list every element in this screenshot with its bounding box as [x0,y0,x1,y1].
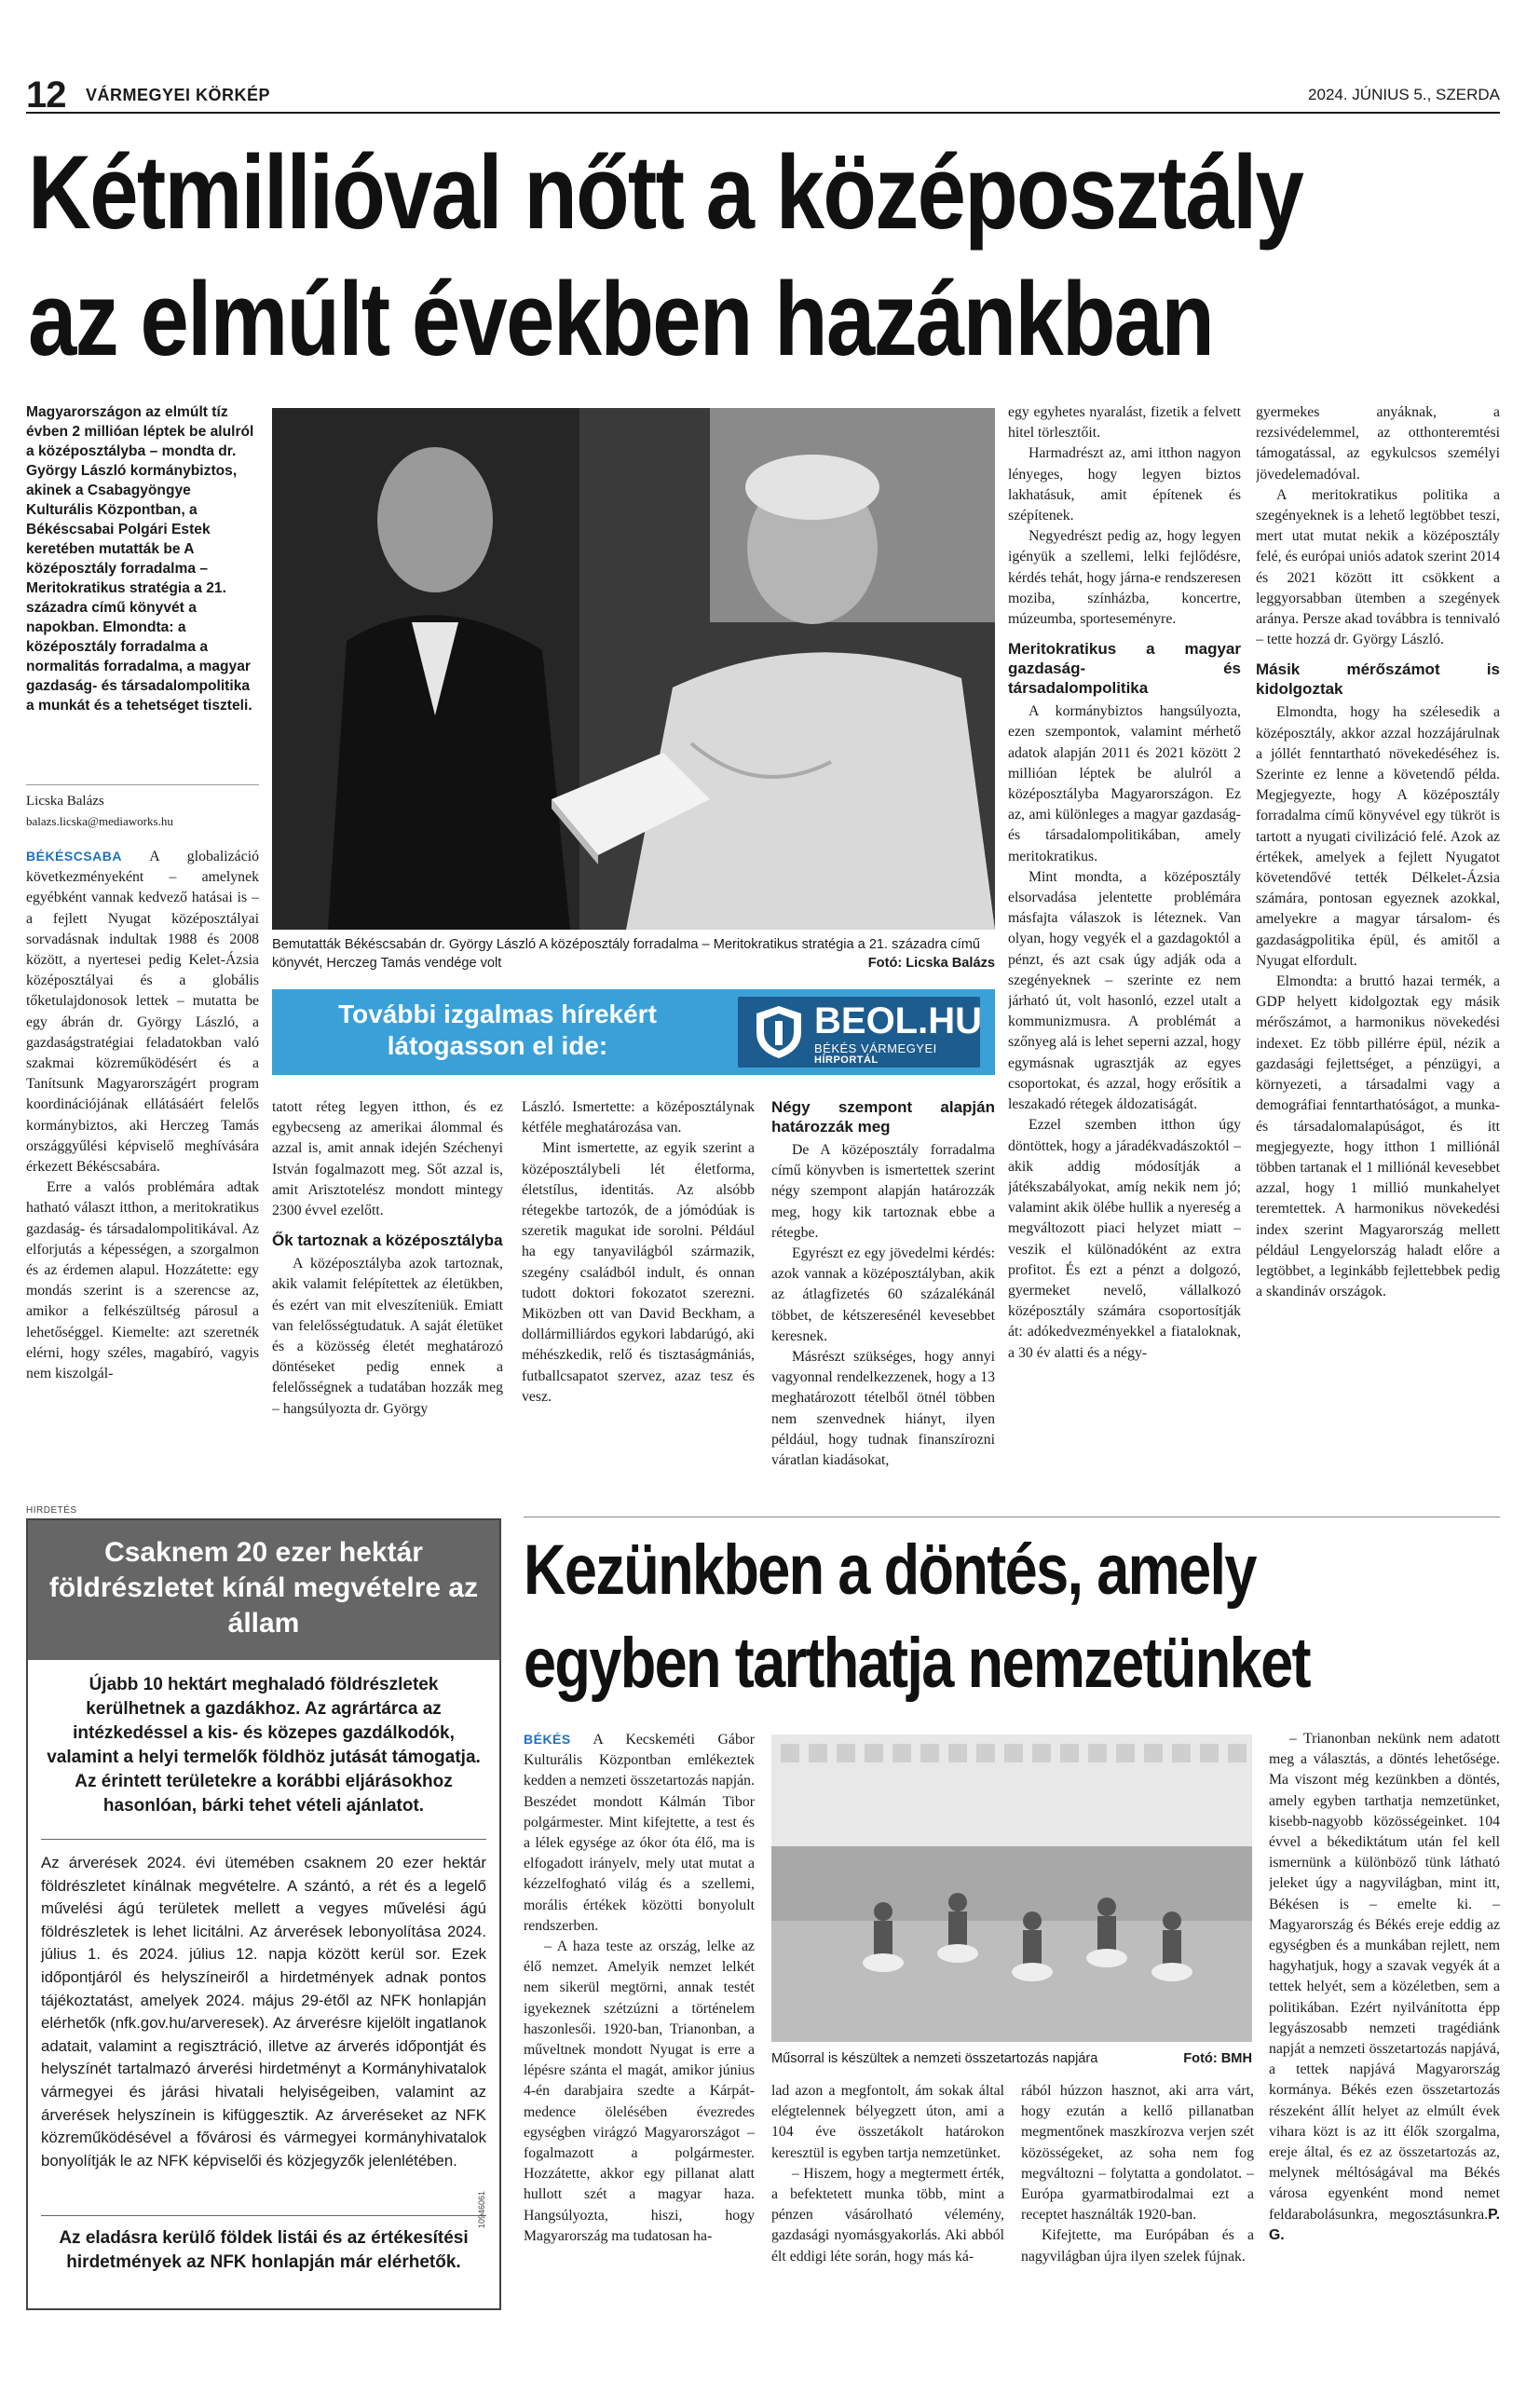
article2-column-4 [1269,1729,1500,2381]
ad-divider [41,2215,486,2216]
paragraph: Másrészt szükséges, hogy annyi vagyonnal rendelkezzenek, hogy a 13 meghatározott tételből ötnél többen nem szenvednek hiányt, ilyen például, hogy tudnak finanszírozni váratlan kiadásokat, [771,1349,995,1469]
beol-promo-banner[interactable] [272,989,995,1075]
paragraph: A kormánybiztos hangsúlyozta, ezen szempontok, valamint mérhető adatok alapján 2011 és 2021 között 2 millióan léptek be alulról a középosztályba Magyarországon. Ez az, ami különleges a magyar gazdaság- és társadalompolitikában, amely meritokratikus. [1008,703,1241,864]
byline-divider [26,784,259,785]
paragraph: Egyrészt ez egy jövedelmi kérdés: azok vannak a középosztályban, akik az átlagfizetés 60 százalékánál többet, de kétszeresénél kevesebbet keresnek. [771,1245,995,1344]
signature: P. G. [1269,2206,1500,2243]
photo-dancers-icon [771,1735,1252,2042]
paragraph: rából húzzon hasznot, aki arra várt, hogy ezután a kellő pillanatban megmentőnek maszkírozva verjen szét közösségeket, az soha nem fog megváltozni – folytatta a gondolatot. – Európa gyarmatbirodalmai ezt a receptet használták 1920-ban. [1021,2083,1254,2224]
paragraph: A globalizáció következményeként – amelynek egyébként vannak kedvező hatásai is – a fejlett Nyugat középosztályai sorvadásnak indultak 1988 és 2008 között, a nyertesei pedig Kelet-Ázsia középosztályai és a globális tőketulajdonosok lettek – mutatta be egy ábrán dr. György László, a gazdaságstratégiai feladatokban való szakmai közreműködésért és a Tanítsunk Magyarországért program koordinációjának ellátásáért felelős kormánybiztos, aki Herczeg Tamás országgyűlési képviselő meghívására érkezett Békéscsabára. [26,849,259,1176]
ad-footer: Az eladásra kerülő földek listái és az értékesítési hirdetmények az NFK honlapján már elérhetők. [59,2228,469,2272]
paragraph: – Hiszem, hogy a megtermett érték, a befektetett munka több, mint a pénzen vásárolható vélemény, gazdasági nyomásgyakorlás. Aki abból élt eddigi léte során, hogy más ká- [771,2165,1004,2265]
advertisement [26,1518,501,2310]
ad-divider [41,1839,486,1840]
article1-lead: Magyarországon az elmúlt tíz évben 2 millióan léptek be alulról a középosztályba – mondta dr. György László kormánybiztos, akinek a Csabagyöngye Kulturális Központban, a Békéscsabai Polgári Estek keretében mutatták be A középosztály forradalma – Meritokratikus stratégia a 21. századra című könyvét a napokban. Elmondta: a középosztály forradalma a normalitás forradalma, a magyar gazdaság- és társadalompolitika a munkát és a tehetséget tiszteli. [26,404,254,714]
article2-headline-line1: Kezünkben a döntés, amely [524,1531,1256,1610]
dateline: BÉKÉSCSABA [26,849,123,864]
article1-column-6 [1256,402,1500,1502]
article1-column-4 [771,1097,995,1507]
author-name: Licska Balázs [26,794,104,809]
ad-title: Csaknem 20 ezer hektár földrészletet kínál megvételre az állam [48,1537,479,1639]
article1-column-2 [272,1097,503,1507]
paragraph: De A középosztály forradalma című könyvben is ismertettek szerint négy szempont alapján határozzák meg, hogy kik tartoznak ebbe a rétegbe. [771,1142,995,1241]
banner-text: További izgalmas hírekért látogasson el ide: [338,1000,657,1060]
paragraph: Kifejtette, ma Európában és a nagyvilágban újra ilyen szelek fújnak. [1021,2227,1254,2265]
subheading: Meritokratikus a magyar gazdaság- és társadalompolitika [1008,640,1241,698]
paragraph: gyermekes anyáknak, a rezsivédelemmel, az otthonteremtési támogatással, az egykulcsos személyi jövedelemadóval. [1256,404,1500,483]
article1-photo [272,408,995,930]
ad-title-bar [28,1520,499,1660]
beol-logo[interactable] [738,997,980,1068]
ad-intro: Újabb 10 hektárt meghaladó földrészletek kerülhetnek a gazdákhoz. Az agrártárca az intézkedéssel a kis- és közepes gazdálkodók, valamint a helyi termelők földhöz jutását támogatja. Az érintett területekre a korábbi eljárásokhoz hasonlóan, bárki tehet vételi ajánlatot. [47,1675,481,1816]
article1-headline-line2: az elmúlt években hazánkban [28,261,1214,377]
subheading: Ők tartoznak a középosztályba [272,1231,503,1250]
paragraph: lad azon a megfontolt, ám sokak által elégtelennek bélyegzett úton, ami a 104 éve összetákolt határokon keresztül is egyben tartja nemzetünket. [771,2083,1004,2161]
article1-photo-caption [272,935,995,973]
paragraph: A középosztályba azok tartoznak, akik valamit felépítettek az életükben, és ezért van mit elveszíteniük. Emiatt van felelősségtudatuk. A saját életüket és a közösség életét meghatározó döntéseket pedig ennek a felelősségnek a tudatában hozzák meg – hangsúlyozta dr. György [272,1256,503,1417]
beol-logo-subtitle-2: HÍRPORTÁL [814,1054,879,1066]
paragraph: Elmondta: a bruttó hazai termék, a GDP helyett kidolgoztak egy másik mérőszámot, a harmonikus növekedési indexet. Ez több pillérre épül, nézik a gazdasági fejlettséget, a pénzügyi, a környezeti, a társadalmi vagy a demográfiai fenntarthatóságot, a munka- és társadalomalapúságot, és itt megjegyezte, hogy itthon 1 milliónál többen tartanak el 1 milliónál kevesebbet azzal, hogy 1 millió munkahelyet teremtettek. A harmonikus növekedési index szerint Magyarország mellett például Lengyelország haladt előre a legtöbbet, a leginkább fejlettebbek pedig a skandináv országok. [1256,973,1500,1300]
article2-column-2 [771,2081,1004,2388]
article2-photo-caption [771,2049,1252,2068]
paragraph: Elmondta, hogy ha szélesedik a középosztály, akkor azzal hozzájárulnak a jóllét fenntartható növekedéséhez is. Szerinte ez lenne a követendő példa. Megjegyezte, hogy A középosztály forradalma című könyvével egy tükröt is tartott a nyugati civilizáció felé. Azok az értékek, amelyek a fejlett Nyugatot követendővé tették Délkelet-Ázsia számára, pontosan egyeznek azokkal, amelyekre a magyar társalom- és gazdaságpolitika épül, és amitől a Nyugat elfordult. [1256,704,1500,969]
paragraph: – Trianonban nekünk nem adatott meg a választás, a döntés lehetősége. Ma viszont még kezünkben a döntés, amely egyben tarthatja nemzetünket, kisebb-nagyobb közösségeinket. 104 évvel a békediktátum után fel kell ismernünk a különböző tünk látható jeleket úgy a nagyvilágban, mint itt, Békésen is – emelte ki. – Magyarország és Békés ereje eddig az egységben és a munkában rejlett, nem hagyhatjuk, hogy a szavak vegyék át a tettek helyét, sem a közéletben, sem a politikában. Ezért nyilvánította épp legyászosabb nemzeti tragédiánk napját a nemzeti összetartozás napjává, a tettek napjává Magyarország kormánya. Békés ezen összetartozás részeként állít helyet az elmúlt évek vihara közt is az itt élők szorgalma, ereje által, és ez az összetartozás az, melynek méltóságával ma Békés városa egyenként mond nemet feldarabolásunkra, megosztásunkra. [1269,1731,1500,2223]
author-email: balazs.licska@mediaworks.hu [26,814,173,828]
subheading: Négy szempont alapján határozzák meg [771,1098,995,1136]
article2-column-3 [1021,2081,1254,2388]
photo-credit: Fotó: BMH [1183,2051,1252,2066]
photo-credit: Fotó: Licska Balázs [867,956,995,971]
paragraph: A meritokratikus politika a szegényeknek is a lehető legtöbbet teszi, mert utat mutat nekik a középosztály felé, és európai uniós adatok szerint 2014 és 2021 között itt csökkent a leggyorsabban ütemben a szegények aránya. Persze akad továbbra is tennivaló – tette hozzá dr. György László. [1256,486,1500,648]
paragraph: A Kecskeméti Gábor Kulturális Központban emlékeztek kedden a nemzeti összetartozás napján. Beszédet mondott Kálmán Tibor polgármester. Mint kifejtette, a test és a lélek egysége az ókor óta élő, ma is elfogadott irányelv, mely utat mutat a kézzelfogható világ és a szellemi, morális értékek közötti bonyolult rendszerben. [524,1732,755,1934]
article2-headline-line2: egyben tarthatja nemzetünket [524,1624,1310,1703]
paragraph: László. Ismertette: a középosztálynak kétféle meghatározása van. [522,1099,755,1136]
page-header [26,73,1500,114]
issue-date: 2024. JÚNIUS 5., SZERDA [1308,86,1500,103]
beol-logo-name: BEOL.HU [814,1000,982,1041]
paragraph: Harmadrészt az, ami itthon nagyon lényeges, hogy legyen biztos lakhatásuk, amit építenek és szépítenek. [1008,445,1241,524]
article2-photo [771,1735,1252,2042]
article1-column-5 [1008,402,1241,1502]
page-number: 12 [26,75,66,116]
subheading: Másik mérőszámot is kidolgoztak [1256,660,1500,699]
caption-text: Műsorral is készültek a nemzeti összetartozás napjára [771,2051,1098,2066]
article1-column-1 [26,846,259,1498]
shield-icon [755,1004,803,1060]
beol-logo-subtitle: BÉKÉS VÁRMEGYEI [814,1041,937,1055]
paragraph: Ezzel szemben itthon úgy döntöttek, hogy a járadékvadászoktól – akik addig módosítják a játékszabályokat, amíg nekik nem jó; valamint akik ölébe hullik a nyereség a megváltozott piaci helyzet miatt – veszik el különadóként az extra profitot. És ezt a pénzt a dolgozó, gyermeket nevelő, vállalkozó középosztály számára csoportosítják át: adókedvezményekkel a fiataloknak, a 30 év alatti és a négy- [1008,1117,1241,1361]
paragraph: Mint ismertette, az egyik szerint a középosztálybeli lét életforma, életstílus, identitás. Az alsóbb rétegekbe tartozók, de a jómódúak is szeretik magukat ide sorolni. Például ha egy tanyavilágból származik, szegény családból indult, és onnan tudott doktori fokozatot szerezni. Miközben ott van David Beckham, a dollármilliárdos egykori labdarúgó, aki méhészkedik, relő és tisztaságmániás, futballcsapatot szervez, azaz tesz és vesz. [522,1140,755,1405]
paragraph: Negyedrészt pedig az, hogy legyen igényük a szellemi, lelki fejlődésre, kérdés tehát, hogy járna-e rendszeresen moziba, színházba, koncertre, múzeumba, sporteseményre. [1008,528,1241,628]
caption-text: Bemutatták Békéscsabán dr. György László A középosztály forradalma – Meritokratikus stratégia a 21. századra című könyvét, Herczeg Tamás vendége volt [272,937,981,971]
paragraph: tatott réteg legyen itthon, és ez egybecseng az amerikai álommal és azzal is, amit annak idején Széchenyi István fogalmazott meg. Sőt azzal is, amit Arisztotelész mondott mintegy 2300 évvel ezelőtt. [272,1099,503,1219]
dateline: BÉKÉS [524,1732,571,1747]
paragraph: egy egyhetes nyaralást, fizetik a felvett hitel törlesztőit. [1008,404,1241,442]
photo-two-men-icon [272,408,995,930]
article2-column-1 [524,1729,755,2372]
ad-body: Az árverések 2024. évi ütemében csaknem 20 ezer hektár földrészletet kínálnak megvételre. A szántó, a rét és a legelő művelési ágú területek mellett a vegyes művelési ágú földrészletek is lehet licitálni. Az árverések lebonyolítása 2024. július 1. és 2024. július 12. napja között kerül sor. Ezek időpontjáról és helyszíneiről a hirdetmények adnak pontos tájékoztatást, amelyek 2024. május 29-étől az NFK honlapján elérhetők (nfk.gov.hu/arveresek). Az árverésre kijelölt ingatlanok adatait, valamint a regisztráció, illetve az árverés időpontját és helyszínét tartalmazó árverési hirdetményt a Kormányhivatalok vármegyei és járási hivatali helyiségeiben, valamint az árverések helyszínein is kifüggesztik. Az árveréseket az NFK közreműködésével a fővárosi és vármegyei kormányhivatalok bonyolítják le az NFK képviselői és közjegyzők jelenlétében. [41,1854,486,2170]
ad-label: HIRDETÉS [26,1505,77,1516]
article1-column-3 [522,1097,755,1507]
section-title: VÁRMEGYEI KÖRKÉP [86,86,271,104]
paragraph: – A haza teste az ország, lelke az élő nemzet. Amelyik nemzet lelkét nem sikerül megtörni, annak testét igyekeznek szétzúzni a történelem haszonlesői. 1920-ban, Trianonban, a műveltnek mondott Nyugat is erre a lépésre szánta el magát, amikor június 4-én darabjaira szedte a Kárpát-medence ölelésében évezredes egységben virágzó Magyarországot – fogalmazott a polgármester. Hozzátette, akkor egy pillanat alatt hullott szét a magyar haza. Hangsúlyozta, hiszi, hogy Magyarország ma tudatosan ha- [524,1939,755,2244]
paragraph: Erre a valós problémára adtak hatható választ itthon, a meritokratikus gazdaság- és társadalompolitikával. Az elforjutás a képességen, a szorgalmon és az érdemen alapul. Hozzátette: egy mondás szerint is a szerencse az, amikor a felkészültség párosul a lehetőséggel. Kiemelte: azt szeretnék elérni, hogy széles, magabíró, vagyis nem kiszolgál- [26,1179,259,1382]
ad-code: 10946061 [477,2190,486,2228]
paragraph: Mint mondta, a középosztály elsorvadása jelentette problémára másfajta válaszok is léteznek. Van olyan, hogy vegyék el a gazdagoktól a pénzt, és azt csak úgy adják oda a szegényeknek – szerinte ez nem járható út, volt hasonló, ezzel utalt a kommunizmusra. A problémát a szőnyeg alá is lehet seperni azzal, hogy egymásnak ugrasztják az egyes csoportokat, és azzal, hogy erősítik a leszakadó rétegek áldozatiságát. [1008,868,1241,1113]
article1-headline-line1: Kétmillióval nőtt a középosztály [28,134,1303,251]
